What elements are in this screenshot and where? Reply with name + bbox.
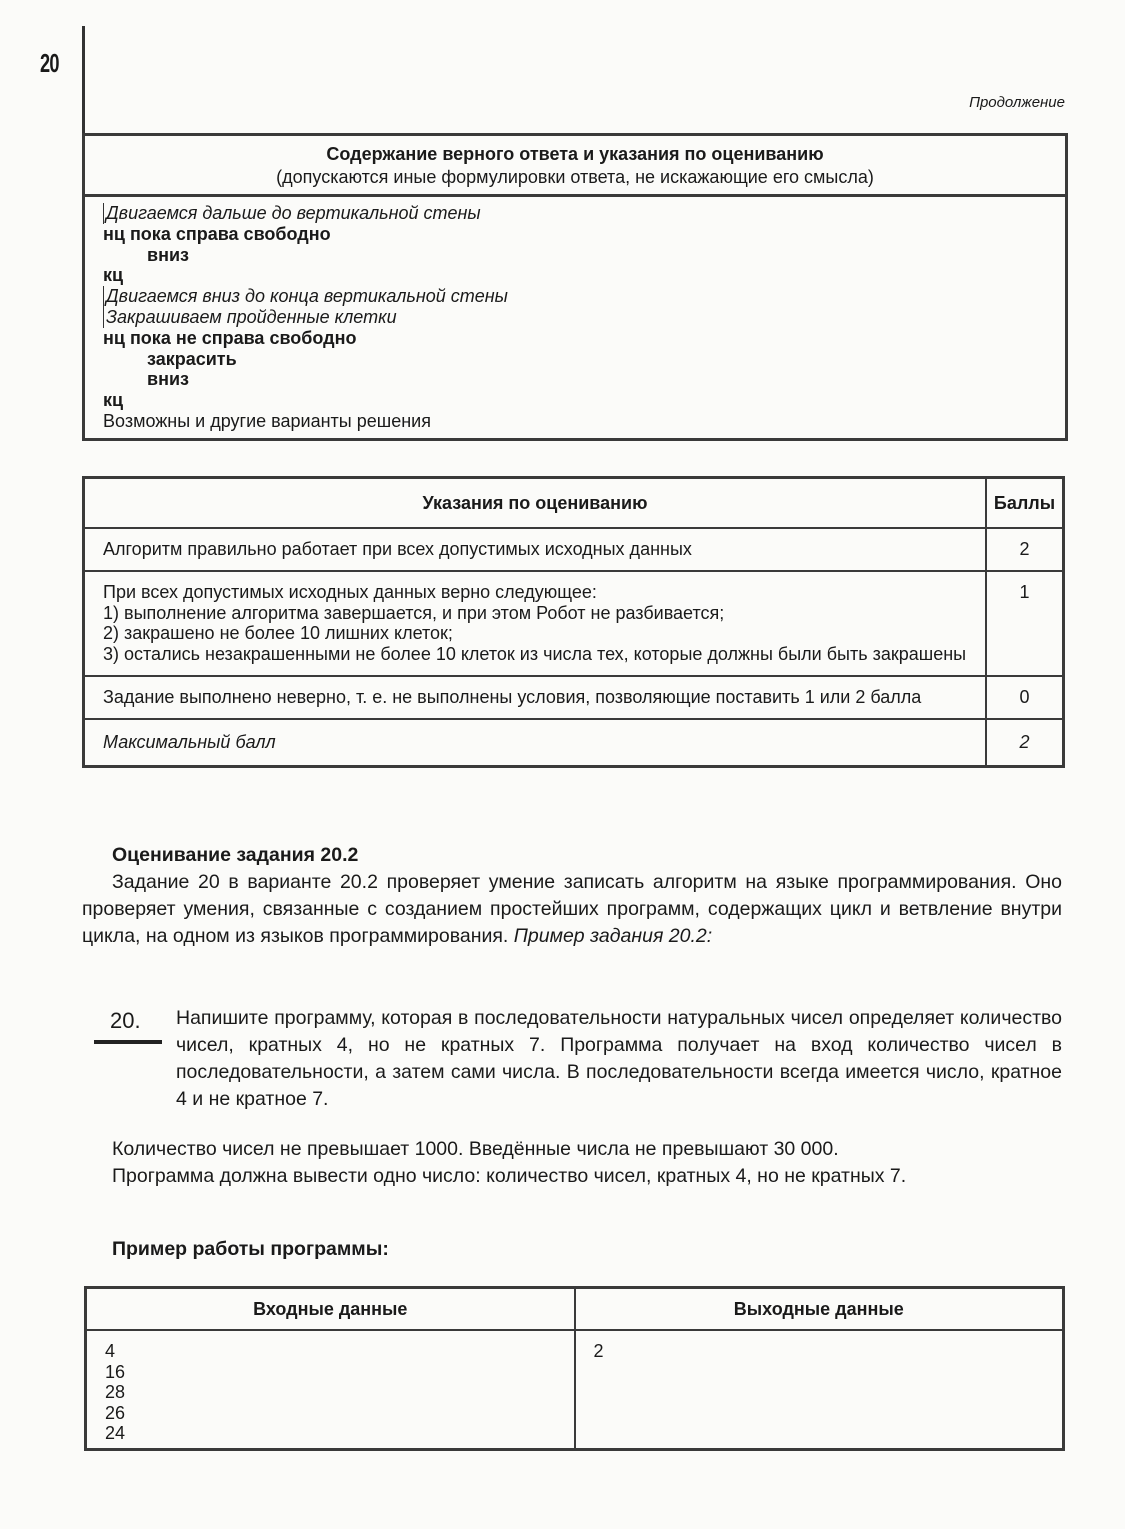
criteria-line: 1) выполнение алгоритма завершается, и при этом Робот не разбивается; <box>103 602 725 623</box>
points-cell: 1 <box>986 571 1064 676</box>
code-line: кц <box>103 390 124 411</box>
task-text: Напишите программу, которая в последовательности натуральных чисел определяет количество чисел, кратных 4, но не кратных 7. Программа получает на вход количество чисел в последовательности, а затем сами числа. В последовательности всегда имеется число, кратное 4 и не кратное 7. <box>176 1007 1062 1110</box>
code-line: кц <box>103 265 124 286</box>
table-row <box>84 571 1064 676</box>
table-header-row <box>84 478 1064 529</box>
example-table <box>84 1286 1065 1451</box>
continuation-label: Продолжение <box>969 94 1065 111</box>
margin-rule <box>82 26 85 136</box>
input-cell <box>86 1330 575 1449</box>
constraints-text: Количество чисел не превышает 1000. Введённые числа не превышают 30 000. <box>112 1138 839 1160</box>
code-line: закрасить <box>147 348 237 369</box>
example-title: Пример работы программы: <box>112 1238 389 1260</box>
algorithm-code <box>85 197 1065 438</box>
table-row <box>84 676 1064 719</box>
input-value: 24 <box>105 1423 126 1443</box>
column-header-points: Баллы <box>986 478 1064 529</box>
column-header-input: Входные данные <box>86 1288 575 1331</box>
criteria-line: При всех допустимых исходных данных верно следующее: <box>103 581 597 602</box>
task-constraints <box>82 1136 1062 1190</box>
code-comment: Двигаемся вниз до конца вертикальной стены <box>103 286 1047 307</box>
input-value: 16 <box>105 1361 126 1382</box>
criteria-cell: Алгоритм правильно работает при всех допустимых исходных данных <box>84 528 987 571</box>
criteria-cell <box>84 571 987 676</box>
code-line: нц пока не справа свободно <box>103 327 357 348</box>
table-header-row <box>86 1288 1064 1331</box>
input-value: 4 <box>105 1341 116 1361</box>
input-value: 26 <box>105 1402 126 1423</box>
points-cell: 2 <box>986 528 1064 571</box>
paragraph-text: Задание 20 в варианте 20.2 проверяет умение записать алгоритм на языке программирования. Оно проверяет умения, связанные с созданием простейших программ, содержащих цикл и ветвление внутри цикла, на одном из языков программирования. <box>82 871 1062 947</box>
answer-box-subtitle: (допускаются иные формулировки ответа, не искажающие его смысла) <box>276 167 874 187</box>
section-title: Оценивание задания 20.2 <box>112 844 359 866</box>
code-comment: Двигаемся дальше до вертикальной стены <box>103 203 1047 224</box>
page-number: 20 <box>40 48 59 78</box>
points-cell: 0 <box>986 676 1064 719</box>
answer-box <box>82 133 1068 441</box>
output-cell: 2 <box>575 1330 1064 1449</box>
table-row <box>84 528 1064 571</box>
grading-table <box>82 476 1065 768</box>
input-value: 28 <box>105 1382 126 1402</box>
code-line: вниз <box>147 244 189 265</box>
criteria-line: 2) закрашено не более 10 лишних клеток; <box>103 623 453 644</box>
criteria-line: 3) остались незакрашенными не более 10 клеток из числа тех, которые должны были быть закрашены <box>103 644 967 665</box>
table-row <box>86 1330 1064 1449</box>
example-label: Пример задания 20.2: <box>513 925 713 947</box>
task-number: 20. <box>110 1008 141 1033</box>
task-number-underline <box>94 1040 162 1044</box>
criteria-cell: Максимальный балл <box>84 719 987 766</box>
section-paragraph <box>82 869 1062 950</box>
points-cell: 2 <box>986 719 1064 766</box>
output-requirement: Программа должна вывести одно число: количество чисел, кратных 4, но не кратных 7. <box>112 1165 907 1187</box>
table-row-max <box>84 719 1064 766</box>
answer-box-header <box>85 136 1065 197</box>
code-line: вниз <box>147 369 189 390</box>
criteria-cell: Задание выполнено неверно, т. е. не выполнены условия, позволяющие поставить 1 или 2 балла <box>84 676 987 719</box>
alternative-note: Возможны и другие варианты решения <box>103 410 431 431</box>
answer-box-title: Содержание верного ответа и указания по оцениванию <box>326 144 824 164</box>
section-20-2 <box>82 842 1062 950</box>
code-line: нц пока справа свободно <box>103 223 331 244</box>
column-header-criteria: Указания по оцениванию <box>84 478 987 529</box>
task-20 <box>82 1005 1062 1113</box>
column-header-output: Выходные данные <box>575 1288 1064 1331</box>
example-section <box>82 1236 1062 1263</box>
code-comment: Закрашиваем пройденные клетки <box>103 307 1047 328</box>
